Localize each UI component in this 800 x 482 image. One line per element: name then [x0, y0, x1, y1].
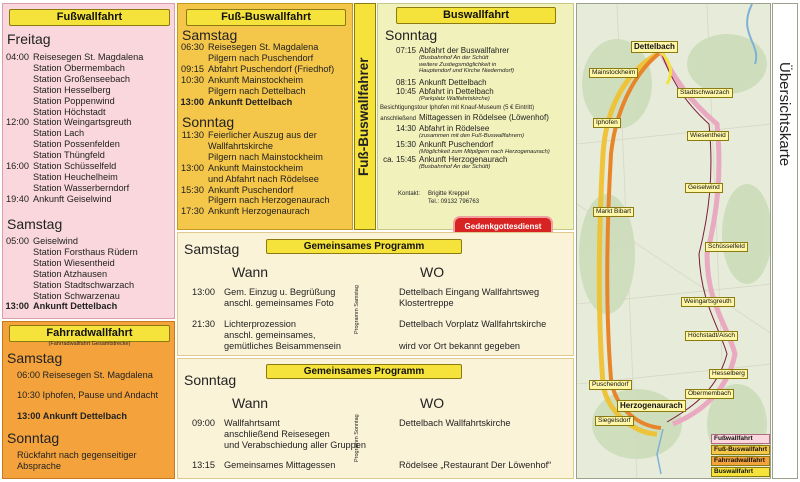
- bus-contact: Kontakt: Brigitte Kreppel Tel.: 09132 796763: [398, 191, 480, 205]
- legend-fahrradwallfahrt: Fahrradwallfahrt: [711, 456, 770, 466]
- bus-line-1: Abfahrt der Buswallfahrer: [419, 46, 510, 55]
- schedule-line: 05:00 Geiselwind: [6, 236, 78, 246]
- schedule-line: 17:30 Ankunft Herzogenaurach: [181, 206, 310, 217]
- overview-map: [576, 3, 771, 479]
- prog-sun-wann-header: Wann: [232, 395, 269, 411]
- schedule-line: Station Wiesentheid: [33, 257, 115, 268]
- schedule-line: Station Lach: [33, 128, 85, 139]
- bus-line-4: Besichtigungstour Iphofen mit Knauf-Museum (5 € Eintritt): [380, 104, 535, 111]
- map-place-obermembach: Obermembach: [685, 389, 734, 399]
- map-place-herzogenaurach: Herzogenaurach: [617, 400, 686, 412]
- fussbus-saturday-list: [178, 42, 334, 107]
- prog-sat-vertical: Programm Samstag: [354, 285, 360, 335]
- prog-sat-day: Samstag: [184, 241, 240, 257]
- fussbus-day-saturday: Samstag: [182, 27, 238, 43]
- schedule-line: 10:30 Ankunft Mainstockheim: [181, 74, 303, 85]
- schedule-line: Station Possenfelden: [33, 139, 120, 150]
- buswallfahrt-title: Buswallfahrt: [396, 7, 556, 24]
- rad-day-saturday: Samstag: [7, 350, 63, 366]
- schedule-line: Station Poppenwind: [33, 95, 115, 106]
- prog-sat-wo-header: WO: [420, 264, 445, 280]
- programm-samstag-title: Gemeinsames Programm: [266, 239, 462, 254]
- rad-line-2: 10:30 Iphofen, Pause und Andacht: [17, 390, 158, 400]
- schedule-line: 12:00 Station Weingartsgreuth: [6, 117, 132, 128]
- schedule-line: 13:00 Ankunft Dettelbach: [5, 301, 118, 312]
- schedule-line: Station Atzhausen: [33, 268, 108, 279]
- fahrradwallfahrt-panel: [2, 321, 175, 479]
- prog-sat-wann-header: Wann: [232, 264, 269, 280]
- fuss-bus-title: Fuß-Buswallfahrt: [186, 9, 346, 26]
- schedule-line: Station Hesselberg: [33, 84, 111, 95]
- rad-line-1: 06:00 Reisesegen St. Magdalena: [17, 370, 153, 380]
- rad-day-sunday: Sonntag: [7, 430, 60, 446]
- schedule-line: 06:30 Reisesegen St. Magdalena: [181, 42, 319, 52]
- fussbus-sunday-list: [178, 130, 330, 217]
- map-place-iphofen: Iphofen: [593, 118, 621, 128]
- fuss-buswallfahrer-vertical-label: Fuß-Buswallfahrer: [354, 3, 376, 230]
- prog-sun-day: Sonntag: [184, 372, 237, 388]
- prog-sun-row1-what: Wallfahrtsamt anschließend Reisesegen und Verabschiedung aller Gruppen: [224, 418, 366, 450]
- map-place-hesselberg: Hesselberg: [709, 369, 748, 379]
- schedule-line: Pilgern nach Puschendorf: [208, 52, 314, 63]
- map-place-geiselwind: Geiselwind: [685, 183, 723, 193]
- map-place-puschendorf: Puschendorf: [589, 380, 632, 390]
- map-place-schuesselfeld: Schüsselfeld: [705, 242, 748, 252]
- fussbus-day-sunday: Sonntag: [182, 114, 235, 130]
- map-place-wiesentheid: Wiesentheid: [687, 131, 729, 141]
- fusswallfahrt-title: Fußwallfahrt: [9, 9, 170, 26]
- fusswallfahrt-panel: [2, 3, 175, 319]
- schedule-line: 19:40 Ankunft Geiselwind: [6, 193, 112, 204]
- fuss-saturday-list: [3, 236, 138, 312]
- fuss-friday-list: [3, 52, 143, 205]
- prog-sat-row2-where: Dettelbach Vorplatz Wallfahrtskirche wird vor Ort bekannt gegeben: [399, 319, 547, 351]
- schedule-line: 15:30 Ankunft Puschendorf: [181, 184, 294, 195]
- schedule-line: Pilgern nach Herzogenaurach: [208, 195, 330, 206]
- fuss-day-saturday: Samstag: [7, 216, 63, 232]
- schedule-line: 09:15 Abfahrt Puschendorf (Friedhof): [181, 63, 335, 74]
- fahrradwallfahrt-title: Fahrradwallfahrt: [9, 325, 170, 342]
- map-place-stadtschwarzach: Stadtschwarzach: [677, 88, 733, 98]
- buswallfahrt-panel: Buswallfahrt Sonntag 07:15 Abfahrt der Buswallfahrer (Busbahnhof An der Schütt weitere Zustiegsmöglichkeit in Hauptendorf und Kirche Niederndorf) 08:15 Ankunft Dettelbach 10:45 Abfahrt in Dettelbach (Parkplatz Wallfahrtskirche) Besichtigungstour Iphofen mit Knauf-Museum (5 € Eintritt) anschließend Mittagessen in Rödelsee (Löwenhof) 14:30 Abfahrt in Rödelsee (zusammen mit den Fuß-Buswallfahrern) 15:30 Ankunft Puschendorf (Möglichkeit zum Mitpilgern nach Herzogenaurach) ca. 15:45 Ankunft Herzogenaurach (Busbahnhof An der Schütt) Kontakt: Brigitte Kreppel Tel.: 09132 796763: [377, 3, 574, 230]
- map-place-hoechstadt: Höchstadt/Aisch: [685, 331, 738, 341]
- map-place-siegelsdorf: Siegelsdorf: [595, 416, 634, 426]
- bus-line-2: Ankunft Dettelbach: [419, 77, 487, 87]
- uebersichtskarte-label: [772, 3, 798, 479]
- map-title: Übersichtskarte: [776, 61, 793, 167]
- fuss-buswallfahrt-panel: [177, 3, 353, 230]
- prog-sun-vertical: Programm Sonntag: [354, 414, 360, 462]
- legend-fuss-buswallfahrt: Fuß-Buswallfahrt: [711, 445, 770, 455]
- programm-sonntag-panel: Gemeinsames Programm Sonntag Wann WO Programm Sonntag 09:00 Wallfahrtsamt anschließend Reisesegen und Verabschiedung aller Gruppen Dettelbach Wallfahrtskirche 13:15 Gemeinsames Mittagessen Rödelsee „Restaurant Der Löwenhof“: [177, 358, 574, 479]
- prog-sun-row2-where: Rödelsee „Restaurant Der Löwenhof“: [399, 460, 552, 470]
- bus-line-8: Ankunft Herzogenaurach: [419, 155, 508, 165]
- prog-sun-wo-header: WO: [420, 395, 445, 411]
- schedule-line: Station Stadtschwarzach: [33, 279, 135, 290]
- map-place-weingartsgreuth: Weingartsgreuth: [681, 297, 735, 307]
- schedule-line: Station Thüngfeld: [33, 150, 105, 161]
- bus-line-6: Abfahrt in Rödelsee: [419, 123, 490, 133]
- map-legend: [711, 434, 770, 477]
- schedule-line: 13:00 Ankunft Mainstockheim: [181, 162, 303, 173]
- programm-sonntag-title: Gemeinsames Programm: [266, 364, 462, 379]
- map-place-mainstockheim: Mainstockheim: [589, 68, 638, 78]
- gedenk-line-1: Gedenkgottesdienst: [464, 222, 542, 231]
- legend-buswallfahrt: Buswallfahrt: [711, 467, 770, 477]
- schedule-line: Station Wasserberndorf: [33, 182, 130, 193]
- legend-fusswallfahrt: Fußwallfahrt: [711, 434, 770, 444]
- bus-line-7: Ankunft Puschendorf: [419, 139, 494, 149]
- bus-line-5: Mittagessen in Rödelsee (Löwenhof): [419, 112, 549, 122]
- schedule-line: 04:00 Reisesegen St. Magdalena: [6, 52, 144, 62]
- prog-sun-row1-where: Dettelbach Wallfahrtskirche: [399, 418, 511, 428]
- schedule-line: Station Großenseebach: [33, 73, 131, 84]
- schedule-line: und Abfahrt nach Rödelsee: [208, 173, 319, 184]
- fuss-day-friday: Freitag: [7, 31, 51, 47]
- rad-line-3: 13:00 Ankunft Dettelbach: [17, 411, 127, 421]
- prog-sun-row2-what: Gemeinsames Mittagessen: [224, 460, 336, 470]
- map-place-dettelbach: Dettelbach: [631, 41, 678, 53]
- schedule-line: Station Obermembach: [33, 62, 125, 73]
- programm-samstag-panel: Gemeinsames Programm Samstag Wann WO Programm Samstag 13:00 Gem. Einzug u. Begrüßung anschl. gemeinsames Foto Dettelbach Eingang Wallfahrtsweg Klostertreppe 21:30 Lichterprozession anschl. gemeinsames, gemütliches Beisammensein Dettelbach Vorplatz Wallfahrtskirche wird vor Ort bekannt gegeben: [177, 232, 574, 356]
- map-place-markt-bibart: Markt Bibart: [593, 207, 634, 217]
- schedule-line: 11:30 Feierlicher Auszug aus der: [181, 130, 317, 140]
- schedule-line: Station Heuchelheim: [33, 171, 118, 182]
- bus-day-sunday: Sonntag: [385, 27, 438, 43]
- rad-line-4: Rückfahrt nach gegenseitiger: [17, 450, 137, 460]
- schedule-line: Wallfahrtskirche: [208, 140, 274, 151]
- prog-sat-row1-what: Gem. Einzug u. Begrüßung anschl. gemeinsames Foto: [224, 287, 336, 308]
- schedule-line: 13:00 Ankunft Dettelbach: [180, 96, 293, 107]
- prog-sat-row1-where: Dettelbach Eingang Wallfahrtsweg Klostertreppe: [399, 287, 540, 308]
- bus-line-3: Abfahrt in Dettelbach: [419, 86, 494, 96]
- schedule-line: Pilgern nach Dettelbach: [208, 85, 306, 96]
- rad-line-5: Absprache: [17, 461, 61, 471]
- prog-sat-row2-what: Lichterprozession anschl. gemeinsames, gemütliches Beisammensein: [224, 319, 341, 351]
- schedule-line: Station Schwarzenau: [33, 290, 120, 301]
- schedule-line: Pilgern nach Mainstockheim: [208, 151, 323, 162]
- schedule-line: Station Forsthaus Rüdern: [33, 246, 138, 257]
- fahrrad-subtitle: (Fahrradwallfahrt Gesamtstrecke): [48, 341, 131, 347]
- schedule-line: Station Höchstadt: [33, 106, 106, 117]
- schedule-line: 16:00 Station Schüsselfeld: [6, 161, 117, 172]
